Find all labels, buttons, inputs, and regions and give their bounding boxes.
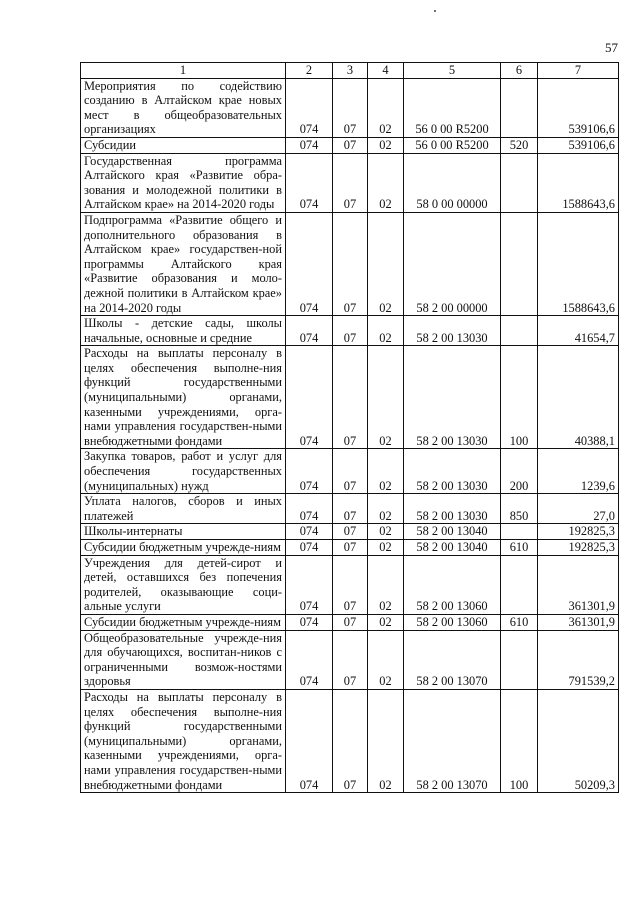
table-row <box>81 346 619 449</box>
admin-code-cell: 074 <box>286 614 333 630</box>
amount-cell: 1588643,6 <box>538 212 619 315</box>
amount-cell: 1239,6 <box>538 449 619 494</box>
row-name-cell: Субсидии <box>81 137 286 153</box>
target-article-cell: 58 2 00 13040 <box>404 524 501 540</box>
scan-speck <box>434 10 436 12</box>
budget-table <box>80 62 619 793</box>
amount-cell: 1588643,6 <box>538 153 619 212</box>
amount-cell: 27,0 <box>538 494 619 524</box>
section-cell: 07 <box>333 494 368 524</box>
section-cell: 07 <box>333 540 368 556</box>
table-row <box>81 449 619 494</box>
target-article-cell: 58 2 00 13060 <box>404 555 501 614</box>
expense-type-cell: 520 <box>501 137 538 153</box>
row-name-cell: Субсидии бюджетным учрежде-ниям <box>81 614 286 630</box>
target-article-cell: 56 0 00 R5200 <box>404 137 501 153</box>
subsection-cell: 02 <box>368 555 404 614</box>
admin-code-cell: 074 <box>286 524 333 540</box>
expense-type-cell <box>501 316 538 346</box>
target-article-cell: 58 2 00 13030 <box>404 316 501 346</box>
row-name-cell: Школы-интернаты <box>81 524 286 540</box>
section-cell: 07 <box>333 614 368 630</box>
table-row <box>81 630 619 689</box>
row-name-cell: Государственная программа Алтайского края «Развитие обра-зования и молодежной политики в Алтайском крае» на 2014-2020 годы <box>81 153 286 212</box>
admin-code-cell: 074 <box>286 449 333 494</box>
section-cell: 07 <box>333 212 368 315</box>
target-article-cell: 56 0 00 R5200 <box>404 78 501 137</box>
target-article-cell: 58 2 00 13030 <box>404 494 501 524</box>
admin-code-cell: 074 <box>286 540 333 556</box>
header-col-3: 3 <box>333 63 368 79</box>
table-row <box>81 78 619 137</box>
table-row <box>81 614 619 630</box>
row-name-cell: Закупка товаров, работ и услуг для обеспечения государственных (муниципальных) нужд <box>81 449 286 494</box>
header-col-4: 4 <box>368 63 404 79</box>
expense-type-cell: 850 <box>501 494 538 524</box>
subsection-cell: 02 <box>368 78 404 137</box>
subsection-cell: 02 <box>368 346 404 449</box>
table-row <box>81 689 619 792</box>
header-col-6: 6 <box>501 63 538 79</box>
admin-code-cell: 074 <box>286 316 333 346</box>
section-cell: 07 <box>333 346 368 449</box>
section-cell: 07 <box>333 153 368 212</box>
table-row <box>81 555 619 614</box>
section-cell: 07 <box>333 555 368 614</box>
table-row <box>81 540 619 556</box>
section-cell: 07 <box>333 689 368 792</box>
admin-code-cell: 074 <box>286 689 333 792</box>
expense-type-cell: 200 <box>501 449 538 494</box>
target-article-cell: 58 2 00 13030 <box>404 449 501 494</box>
row-name-cell: Мероприятия по содействию созданию в Алтайском крае новых мест в общеобразовательных организациях <box>81 78 286 137</box>
expense-type-cell: 100 <box>501 346 538 449</box>
section-cell: 07 <box>333 630 368 689</box>
row-name-cell: Расходы на выплаты персоналу в целях обеспечения выполне-ния функций государственными (муниципальными) органами, казенными учреждениями, орга-нами управления государствен-ными внебюджетными фондами <box>81 689 286 792</box>
amount-cell: 192825,3 <box>538 540 619 556</box>
subsection-cell: 02 <box>368 449 404 494</box>
amount-cell: 361301,9 <box>538 555 619 614</box>
section-cell: 07 <box>333 78 368 137</box>
target-article-cell: 58 2 00 13070 <box>404 689 501 792</box>
header-col-5: 5 <box>404 63 501 79</box>
target-article-cell: 58 2 00 13060 <box>404 614 501 630</box>
admin-code-cell: 074 <box>286 346 333 449</box>
target-article-cell: 58 2 00 13070 <box>404 630 501 689</box>
subsection-cell: 02 <box>368 540 404 556</box>
expense-type-cell <box>501 555 538 614</box>
subsection-cell: 02 <box>368 689 404 792</box>
amount-cell: 791539,2 <box>538 630 619 689</box>
admin-code-cell: 074 <box>286 555 333 614</box>
expense-type-cell: 610 <box>501 614 538 630</box>
subsection-cell: 02 <box>368 630 404 689</box>
admin-code-cell: 074 <box>286 153 333 212</box>
subsection-cell: 02 <box>368 153 404 212</box>
section-cell: 07 <box>333 449 368 494</box>
page-number: 57 <box>605 40 618 55</box>
expense-type-cell <box>501 630 538 689</box>
amount-cell: 40388,1 <box>538 346 619 449</box>
target-article-cell: 58 2 00 13040 <box>404 540 501 556</box>
section-cell: 07 <box>333 137 368 153</box>
row-name-cell: Школы - детские сады, школы начальные, основные и средние <box>81 316 286 346</box>
amount-cell: 50209,3 <box>538 689 619 792</box>
expense-type-cell <box>501 78 538 137</box>
table-row <box>81 137 619 153</box>
amount-cell: 361301,9 <box>538 614 619 630</box>
section-cell: 07 <box>333 524 368 540</box>
admin-code-cell: 074 <box>286 78 333 137</box>
subsection-cell: 02 <box>368 137 404 153</box>
row-name-cell: Уплата налогов, сборов и иных платежей <box>81 494 286 524</box>
row-name-cell: Расходы на выплаты персоналу в целях обеспечения выполне-ния функций государственными (муниципальными) органами, казенными учреждениями, орга-нами управления государствен-ными внебюджетными фондами <box>81 346 286 449</box>
table-row <box>81 494 619 524</box>
row-name-cell: Подпрограмма «Развитие общего и дополнительного образования в Алтайском крае» государствен-ной программы Алтайского края «Развитие образования и моло-дежной политики в Алтайском крае» на 2014-2020 годы <box>81 212 286 315</box>
amount-cell: 192825,3 <box>538 524 619 540</box>
admin-code-cell: 074 <box>286 137 333 153</box>
expense-type-cell: 610 <box>501 540 538 556</box>
table-row <box>81 212 619 315</box>
section-cell: 07 <box>333 316 368 346</box>
header-col-7: 7 <box>538 63 619 79</box>
header-col-1: 1 <box>81 63 286 79</box>
subsection-cell: 02 <box>368 524 404 540</box>
expense-type-cell <box>501 212 538 315</box>
target-article-cell: 58 2 00 00000 <box>404 212 501 315</box>
admin-code-cell: 074 <box>286 212 333 315</box>
expense-type-cell: 100 <box>501 689 538 792</box>
row-name-cell: Учреждения для детей-сирот и детей, оставшихся без попечения родителей, оказывающие соци-альные услуги <box>81 555 286 614</box>
admin-code-cell: 074 <box>286 494 333 524</box>
amount-cell: 539106,6 <box>538 78 619 137</box>
target-article-cell: 58 2 00 13030 <box>404 346 501 449</box>
subsection-cell: 02 <box>368 494 404 524</box>
target-article-cell: 58 0 00 00000 <box>404 153 501 212</box>
subsection-cell: 02 <box>368 316 404 346</box>
row-name-cell: Общеобразовательные учрежде-ния для обучающихся, воспитан-ников с ограниченными возмож-ностями здоровья <box>81 630 286 689</box>
expense-type-cell <box>501 153 538 212</box>
expense-type-cell <box>501 524 538 540</box>
table-row <box>81 153 619 212</box>
amount-cell: 41654,7 <box>538 316 619 346</box>
admin-code-cell: 074 <box>286 630 333 689</box>
header-row <box>81 63 619 79</box>
subsection-cell: 02 <box>368 212 404 315</box>
row-name-cell: Субсидии бюджетным учрежде-ниям <box>81 540 286 556</box>
subsection-cell: 02 <box>368 614 404 630</box>
header-col-2: 2 <box>286 63 333 79</box>
table-row <box>81 316 619 346</box>
table-row <box>81 524 619 540</box>
amount-cell: 539106,6 <box>538 137 619 153</box>
